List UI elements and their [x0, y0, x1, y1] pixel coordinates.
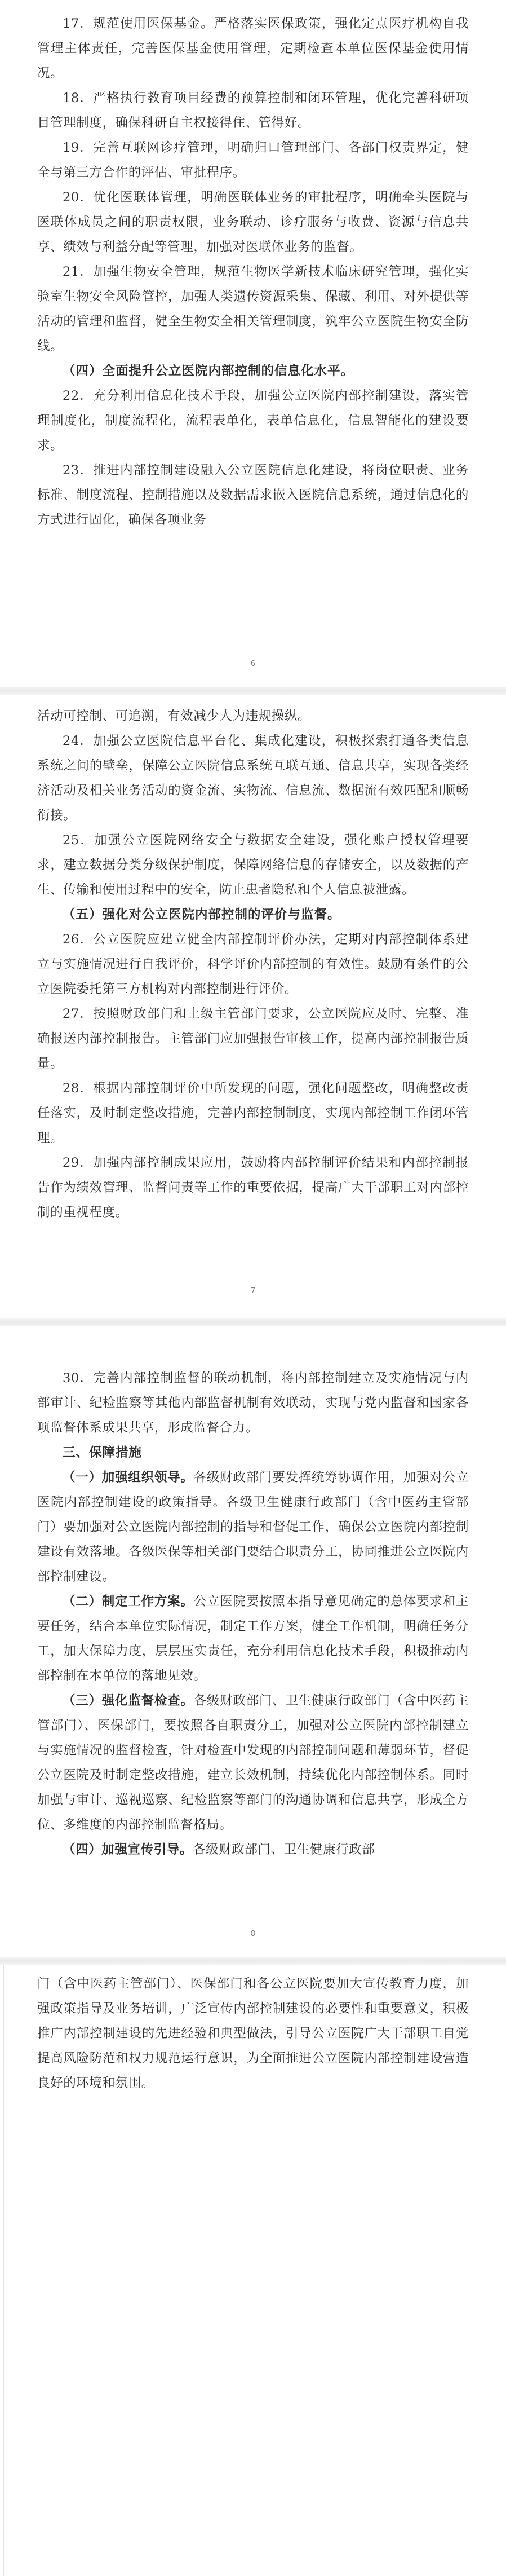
section-subheading: （五）强化对公立医院内部控制的评价与监督。 [63, 907, 341, 922]
measure-lead: （四）加强宣传引导。 [63, 1842, 193, 1857]
measure-paragraph [37, 1837, 469, 1862]
measure-paragraph [37, 1688, 469, 1837]
page-7-content [37, 704, 469, 1225]
paragraph: 30．完善内部控制监督的联动机制，将内部控制建立及实施情况与内部审计、纪检监察等其他内部监督机制有效联动，实现与党内监督和国家各项监督体系成果共享，形成监督合力。 [37, 1371, 469, 1435]
page-number: 7 [250, 1287, 256, 1295]
paragraph: 28．根据内部控制评价中所发现的问题，强化问题整改，明确整改责任落实，及时制定整改措施，完善内部控制制度，实现内部控制工作闭环管理。 [37, 1081, 469, 1145]
paragraph: 20．优化医联体管理，明确医联体业务的审批程序，明确牵头医院与医联体成员之间的职责权限，业务联动、诊疗服务与收费、资源与信息共享、绩效与利益分配等管理，加强对医联体业务的监督。 [37, 190, 469, 254]
page-number: 6 [250, 660, 256, 668]
measure-text: 各级财政部门、卫生健康行政部门（含中医药主管部门）、医保部门，要按照各自职责分工，加强对公立医院内部控制建立与实施情况的监督检查，针对检查中发现的内部控制问题和薄弱环节，督促公立医院及时制定整改措施，建立长效机制，持续优化内部控制体系。同时加强与审计、巡视巡察、纪检监察等部门的沟通协调和信息共享，形成全方位、多维度的内部控制监督格局。 [37, 1693, 469, 1832]
paragraph: 23．推进内部控制建设融入公立医院信息化建设，将岗位职责、业务标准、制度流程、控制措施以及数据需求嵌入医院信息系统，通过信息化的方式进行固化，确保各项业务 [37, 463, 469, 527]
page-7 [0, 695, 506, 1318]
measure-lead: （三）强化监督检查。 [63, 1693, 194, 1708]
page-6-content [37, 11, 469, 532]
paragraph: 29．加强内部控制成果应用，鼓励将内部控制评价结果和内部控制报告作为绩效管理、监督问责等工作的重要依据，提高广大干部职工对内部控制的重视程度。 [37, 1155, 469, 1220]
page-8 [0, 1326, 506, 1957]
paragraph: 22．充分利用信息化技术手段，加强公立医院内部控制建设，落实管理制度化，制度流程化，流程表单化，表单信息化，信息智能化的建设要求。 [37, 389, 469, 453]
paragraph: 25．加强公立医院网络安全与数据安全建设，强化账户授权管理要求，建立数据分类分级保护制度，保障网络信息的存储安全，以及数据的产生、传输和使用过程中的安全，防止患者隐私和个人信息被泄露。 [37, 833, 469, 897]
paragraph: 27．按照财政部门和上级主管部门要求，公立医院应及时、完整、准确报送内部控制报告。主管部门应加强报告审核工作，提高内部控制报告质量。 [37, 1007, 469, 1071]
page-6 [0, 0, 506, 687]
page-9-content [37, 1971, 469, 2096]
page-separator [0, 687, 506, 695]
section-subheading: （四）全面提升公立医院内部控制的信息化水平。 [63, 364, 354, 378]
paragraph: 26．公立医院应建立健全内部控制评价办法，定期对内部控制体系建立与实施情况进行自我评价，科学评价内部控制的有效性。鼓励有条件的公立医院委托第三方机构对内部控制进行评价。 [37, 932, 469, 996]
measure-text: 公立医院要按照本指导意见确定的总体要求和主要任务，结合本单位实际情况，制定工作方案，健全工作机制，明确任务分工，加大保障力度，层层压实责任，充分利用信息化技术手段，积极推动内部控制在本单位的落地见效。 [37, 1594, 469, 1683]
page-separator [0, 1318, 506, 1326]
measure-text: 各级财政部门要发挥统筹协调作用，加强对公立医院内部控制建设的政策指导。各级卫生健康行政部门（含中医药主管部门）要加强对公立医院内部控制的指导和督促工作，确保公立医院内部控制建设有效落地。各级医保等相关部门要结合职责分工，协同推进公立医院内部控制建设。 [37, 1470, 469, 1584]
left-margin-rule [3, 1965, 4, 2576]
section-heading: 三、保障措施 [63, 1445, 143, 1460]
paragraph: 18．严格执行教育项目经费的预算控制和闭环管理，优化完善科研项目管理制度，确保科研自主权接得住、管得好。 [37, 91, 469, 130]
page-number: 8 [250, 1930, 256, 1938]
paragraph: 19．完善互联网诊疗管理，明确归口管理部门、各部门权责界定，健全与第三方合作的评估、审批程序。 [37, 140, 469, 180]
paragraph: 21．加强生物安全管理，规范生物医学新技术临床研究管理，强化实验室生物安全风险管控，加强人类遗传资源采集、保藏、利用、对外提供等活动的管理和监督，健全生物安全相关管理制度，筑牢公立医院生物安全防线。 [37, 264, 469, 354]
paragraph: 活动可控制、可追溯，有效减少人为违规操纵。 [37, 709, 311, 724]
measure-lead: （一）加强组织领导。 [63, 1470, 194, 1485]
page-separator [0, 1957, 506, 1965]
page-8-content [37, 1366, 469, 1862]
paragraph: 门（含中医药主管部门）、医保部门和各公立医院要加大宣传教育力度，加强政策指导及业务培训，广泛宣传内部控制建设的必要性和重要意义，积极推广内部控制建设的先进经验和典型做法，引导公立医院广大干部职工自觉提高风险防范和权力规范运行意识，为全面推进公立医院内部控制建设营造良好的环境和氛围。 [37, 1977, 469, 2090]
paragraph: 24．加强公立医院信息平台化、集成化建设，积极探索打通各类信息系统之间的壁垒，保障公立医院信息系统互联互通、信息共享，实现各类经济活动及相关业务活动的资金流、实物流、信息流、数据流有效匹配和顺畅衔接。 [37, 734, 469, 823]
measure-paragraph [37, 1465, 469, 1589]
page-9 [0, 1965, 506, 2576]
measure-text: 各级财政部门、卫生健康行政部 [193, 1842, 375, 1857]
paragraph: 17．规范使用医保基金。严格落实医保政策，强化定点医疗机构自我管理主体责任，完善医保基金使用管理，定期检查本单位医保基金使用情况。 [37, 16, 469, 81]
measure-paragraph [37, 1589, 469, 1688]
measure-lead: （二）制定工作方案。 [63, 1594, 194, 1609]
